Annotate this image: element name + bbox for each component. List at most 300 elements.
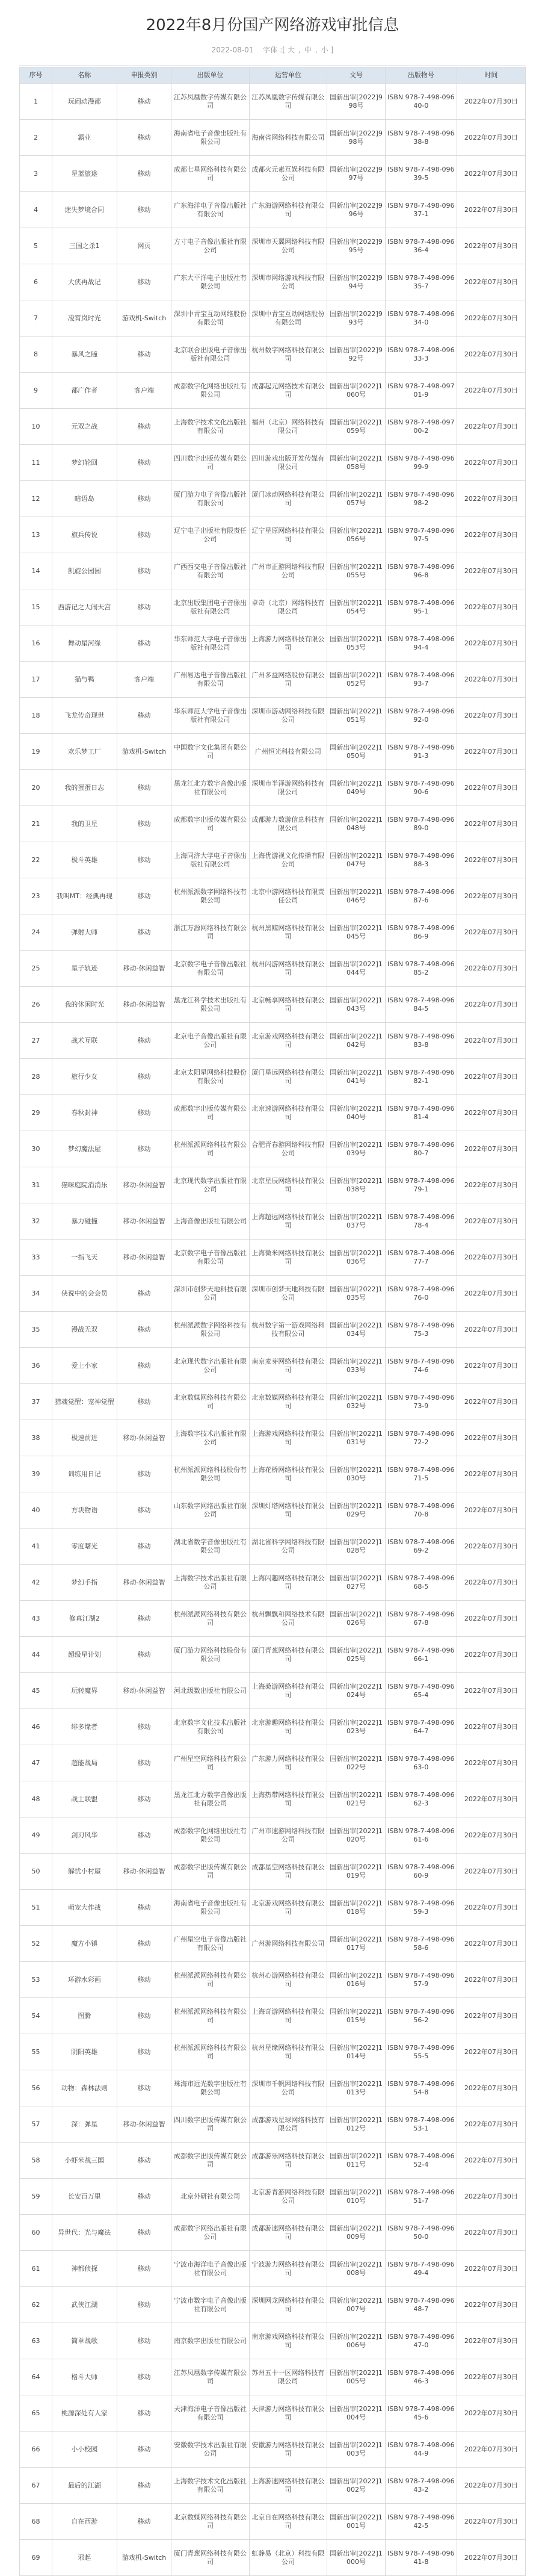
cell-doc-number: 国新出审[2022]1001号: [327, 2504, 386, 2540]
cell-name: 梦幻手指: [52, 1565, 117, 1601]
cell-name: 霸业: [52, 120, 117, 156]
cell-doc-number: 国新出审[2022]1032号: [327, 1384, 386, 1420]
cell-name: 西游记之大闹天宫: [52, 589, 117, 625]
cell-category: 移动: [117, 589, 171, 625]
cell-operator: 杭州星缘网络科技有限公司: [249, 2034, 327, 2070]
table-row: [20, 1492, 526, 1529]
cell-doc-number: 国新出审[2022]1010号: [327, 2179, 386, 2215]
cell-category: 移动: [117, 264, 171, 300]
table-row: [20, 1312, 526, 1348]
cell-operator: 深圳市网络游戏科技有限公司: [249, 264, 327, 300]
cell-doc-number: 国新出审[2022]1005号: [327, 2359, 386, 2395]
table-row: [20, 156, 526, 192]
cell-doc-number: 国新出审[2022]1046号: [327, 878, 386, 914]
cell-date: 2022年07月30日: [457, 734, 525, 770]
table-row: [20, 2143, 526, 2179]
cell-category: 移动: [117, 2215, 171, 2251]
cell-category: 移动-休闲益智: [117, 1854, 171, 1890]
cell-isbn: ISBN 978-7-498-09639-5: [386, 156, 457, 192]
cell-index: 1: [20, 84, 52, 120]
cell-index: 26: [20, 987, 52, 1023]
cell-name: 邪起: [52, 2540, 117, 2576]
cell-operator: 北京游青游网络科技有限公司: [249, 2179, 327, 2215]
cell-publisher: 珠海市远光数字出版社有限公司: [171, 2070, 249, 2106]
table-row: [20, 517, 526, 553]
cell-category: 移动-休闲益智: [117, 2106, 171, 2143]
cell-publisher: 广州星空电子音像出版社有限公司: [171, 1926, 249, 1962]
font-size-small-link[interactable]: 小: [321, 46, 328, 54]
cell-index: 48: [20, 1781, 52, 1817]
cell-name: 小小校园: [52, 2432, 117, 2468]
cell-isbn: ISBN 978-7-498-09676-0: [386, 1276, 457, 1312]
cell-doc-number: 国新出审[2022]1029号: [327, 1492, 386, 1529]
cell-isbn: ISBN 978-7-498-09668-5: [386, 1565, 457, 1601]
table-row: [20, 1962, 526, 1998]
cell-doc-number: 国新出审[2022]995号: [327, 228, 386, 264]
cell-operator: 杭州心游网络科技有限公司: [249, 1962, 327, 1998]
cell-publisher: 宁波市数字电子音像出版社有限公司: [171, 2287, 249, 2323]
cell-name: 舞动星河缘: [52, 625, 117, 662]
table-row: [20, 2504, 526, 2540]
cell-operator: 上海桑游网络科技有限公司: [249, 1673, 327, 1709]
cell-category: 客户端: [117, 662, 171, 698]
cell-publisher: 浙江万源网络科技有限公司: [171, 914, 249, 951]
cell-doc-number: 国新出审[2022]1021号: [327, 1781, 386, 1817]
cell-name: 极斗英雄: [52, 842, 117, 878]
cell-publisher: 厦门游力网络科技股份有限公司: [171, 1637, 249, 1673]
cell-isbn: ISBN 978-7-498-09649-4: [386, 2251, 457, 2287]
cell-publisher: 北京现代数字出版社有限公司: [171, 1348, 249, 1384]
cell-publisher: 成都数字化网络出版社有限公司: [171, 373, 249, 409]
cell-isbn: ISBN 978-7-498-09686-9: [386, 914, 457, 951]
cell-doc-number: 国新出审[2022]1047号: [327, 842, 386, 878]
cell-doc-number: 国新出审[2022]1034号: [327, 1312, 386, 1348]
cell-date: 2022年07月30日: [457, 517, 525, 553]
table-row: [20, 987, 526, 1023]
cell-isbn: ISBN 978-7-498-09661-6: [386, 1817, 457, 1854]
cell-operator: 四川游戏出版开发传媒有限公司: [249, 445, 327, 481]
cell-doc-number: 国新出审[2022]1038号: [327, 1167, 386, 1203]
cell-publisher: 杭州派派数字网络科技有限公司: [171, 878, 249, 914]
table-row: [20, 2323, 526, 2359]
cell-isbn: ISBN 978-7-498-09655-5: [386, 2034, 457, 2070]
cell-category: 移动-休闲益智: [117, 1240, 171, 1276]
table-row: [20, 1998, 526, 2034]
cell-index: 30: [20, 1131, 52, 1167]
cell-doc-number: 国新出审[2022]1033号: [327, 1348, 386, 1384]
cell-date: 2022年07月30日: [457, 264, 525, 300]
cell-isbn: ISBN 978-7-498-09692-0: [386, 698, 457, 734]
cell-doc-number: 国新出审[2022]1042号: [327, 1023, 386, 1059]
cell-name: 深：弹星: [52, 2106, 117, 2143]
table-row: [20, 1817, 526, 1854]
divider: [19, 65, 526, 66]
cell-index: 66: [20, 2432, 52, 2468]
cell-publisher: 厦门游力电子音像出版社有限公司: [171, 481, 249, 517]
cell-publisher: 杭州派派网络科技有限公司: [171, 2034, 249, 2070]
cell-publisher: 黑龙江科学技术出版社有限公司: [171, 987, 249, 1023]
cell-operator: 卓奇（北京）网络科技有限公司: [249, 589, 327, 625]
cell-name: 战术互联: [52, 1023, 117, 1059]
cell-index: 7: [20, 300, 52, 337]
cell-operator: 上海微米网络科技有限公司: [249, 1240, 327, 1276]
font-size-medium-link[interactable]: 中: [304, 46, 312, 54]
cell-date: 2022年07月30日: [457, 698, 525, 734]
cell-category: 移动: [117, 2034, 171, 2070]
cell-index: 50: [20, 1854, 52, 1890]
cell-publisher: 方寸电子音像出版社有限公司: [171, 228, 249, 264]
cell-publisher: 北京数媒网络科技有限公司: [171, 2504, 249, 2540]
cell-index: 44: [20, 1637, 52, 1673]
cell-operator: 辽宁星原网络科技有限公司: [249, 517, 327, 553]
cell-name: 梦幻魔法屋: [52, 1131, 117, 1167]
cell-name: 欢乐梦工厂: [52, 734, 117, 770]
table-row: [20, 2070, 526, 2106]
cell-isbn: ISBN 978-7-498-09698-2: [386, 481, 457, 517]
cell-date: 2022年07月30日: [457, 2034, 525, 2070]
cell-name: 元双之战: [52, 409, 117, 445]
cell-date: 2022年07月30日: [457, 806, 525, 842]
cell-date: 2022年07月30日: [457, 1637, 525, 1673]
cell-name: 三国之杀1: [52, 228, 117, 264]
cell-doc-number: 国新出审[2022]1051号: [327, 698, 386, 734]
table-row: [20, 770, 526, 806]
cell-name: 最后的江湖: [52, 2468, 117, 2504]
cell-date: 2022年07月30日: [457, 770, 525, 806]
cell-publisher: 上海数字技术出版社有限公司: [171, 1565, 249, 1601]
cell-date: 2022年07月30日: [457, 2504, 525, 2540]
cell-doc-number: 国新出审[2022]1024号: [327, 1673, 386, 1709]
cell-index: 2: [20, 120, 52, 156]
table-row: [20, 2432, 526, 2468]
cell-date: 2022年07月30日: [457, 987, 525, 1023]
cell-index: 65: [20, 2395, 52, 2432]
cell-publisher: 厦门青葱网络科技有限公司: [171, 2540, 249, 2576]
table-row: [20, 553, 526, 589]
cell-isbn: ISBN 978-7-498-09636-4: [386, 228, 457, 264]
cell-publisher: 杭州派派数字网络科技有限公司: [171, 1312, 249, 1348]
cell-isbn: ISBN 978-7-498-09647-0: [386, 2323, 457, 2359]
cell-operator: 江苏凤凰数字传媒有限公司: [249, 84, 327, 120]
cell-date: 2022年07月30日: [457, 1890, 525, 1926]
cell-category: 移动: [117, 445, 171, 481]
cell-index: 67: [20, 2468, 52, 2504]
cell-isbn: ISBN 978-7-498-09644-9: [386, 2432, 457, 2468]
cell-index: 18: [20, 698, 52, 734]
cell-doc-number: 国新出审[2022]1025号: [327, 1637, 386, 1673]
cell-name: 武侠江湖: [52, 2287, 117, 2323]
cell-category: 移动: [117, 770, 171, 806]
cell-name: 梦幻轮回: [52, 445, 117, 481]
cell-name: 自在西游: [52, 2504, 117, 2540]
cell-category: 移动: [117, 842, 171, 878]
cell-date: 2022年07月30日: [457, 2179, 525, 2215]
table-row: [20, 1781, 526, 1817]
cell-date: 2022年07月30日: [457, 2106, 525, 2143]
cell-isbn: ISBN 978-7-498-09657-9: [386, 1962, 457, 1998]
cell-doc-number: 国新出审[2022]1060号: [327, 373, 386, 409]
cell-category: 移动: [117, 2143, 171, 2179]
cell-isbn: ISBN 978-7-498-09654-8: [386, 2070, 457, 2106]
cell-doc-number: 国新出审[2022]1058号: [327, 445, 386, 481]
cell-date: 2022年07月30日: [457, 1962, 525, 1998]
table-row: [20, 1384, 526, 1420]
table-row: [20, 1456, 526, 1492]
cell-isbn: ISBN 978-7-498-09665-4: [386, 1673, 457, 1709]
cell-operator: 上海闪趣网络科技有限公司: [249, 1565, 327, 1601]
cell-category: 移动: [117, 409, 171, 445]
cell-operator: 成都游戏星球网络科技有限公司: [249, 2106, 327, 2143]
cell-operator: 广东游力网络科技有限公司: [249, 1745, 327, 1781]
cell-doc-number: 国新出审[2022]1049号: [327, 770, 386, 806]
cell-index: 58: [20, 2143, 52, 2179]
cell-publisher: 广州星空网络科技有限公司: [171, 1745, 249, 1781]
cell-index: 59: [20, 2179, 52, 2215]
table-row: [20, 409, 526, 445]
cell-date: 2022年07月30日: [457, 878, 525, 914]
cell-isbn: ISBN 978-7-498-09695-1: [386, 589, 457, 625]
cell-isbn: ISBN 978-7-498-09663-0: [386, 1745, 457, 1781]
table-row: [20, 1745, 526, 1781]
cell-publisher: 广州易达电子音像出版社有限公司: [171, 662, 249, 698]
cell-operator: 苏州五十一区网络科技有限公司: [249, 2359, 327, 2395]
cell-category: 移动-休闲益智: [117, 1203, 171, 1240]
cell-index: 11: [20, 445, 52, 481]
cell-category: 游戏机-Switch: [117, 734, 171, 770]
cell-publisher: 北京联合出版电子音像出版社有限公司: [171, 337, 249, 373]
cell-doc-number: 国新出审[2022]1057号: [327, 481, 386, 517]
font-size-large-link[interactable]: 大: [287, 46, 295, 54]
table-row: [20, 842, 526, 878]
cell-index: 12: [20, 481, 52, 517]
cell-publisher: 海南省电子音像出版社有限公司: [171, 120, 249, 156]
cell-doc-number: 国新出审[2022]1023号: [327, 1709, 386, 1745]
cell-isbn: ISBN 978-7-498-09662-3: [386, 1781, 457, 1817]
cell-name: 暴力碰撞: [52, 1203, 117, 1240]
cell-doc-number: 国新出审[2022]1050号: [327, 734, 386, 770]
cell-publisher: 北京出版集团电子音像出版社有限公司: [171, 589, 249, 625]
cell-name: 萌宠大作战: [52, 1890, 117, 1926]
table-row: [20, 337, 526, 373]
table-row: [20, 878, 526, 914]
cell-date: 2022年07月30日: [457, 2359, 525, 2395]
article: [19, 0, 526, 2576]
cell-date: 2022年07月30日: [457, 1167, 525, 1203]
cell-category: 移动: [117, 914, 171, 951]
cell-category: 移动: [117, 1059, 171, 1095]
cell-doc-number: 国新出审[2022]1026号: [327, 1601, 386, 1637]
cell-publisher: 四川数字出版传媒有限公司: [171, 2106, 249, 2143]
header-publisher: 出版单位: [171, 67, 249, 84]
cell-doc-number: 国新出审[2022]994号: [327, 264, 386, 300]
cell-name: 弹射大师: [52, 914, 117, 951]
cell-isbn: ISBN 978-7-498-09701-9: [386, 373, 457, 409]
cell-name: 我的卫星: [52, 806, 117, 842]
cell-publisher: 杭州派派网络科技有限公司: [171, 1998, 249, 2034]
cell-index: 69: [20, 2540, 52, 2576]
table-row: [20, 2215, 526, 2251]
cell-isbn: ISBN 978-7-498-09642-5: [386, 2504, 457, 2540]
cell-index: 68: [20, 2504, 52, 2540]
cell-index: 28: [20, 1059, 52, 1095]
cell-publisher: 北京数字电子音像出版社有限公司: [171, 1240, 249, 1276]
cell-index: 47: [20, 1745, 52, 1781]
cell-index: 55: [20, 2034, 52, 2070]
cell-publisher: 上海数字技术出版社有限公司: [171, 1420, 249, 1456]
cell-category: 移动-休闲益智: [117, 987, 171, 1023]
cell-index: 53: [20, 1962, 52, 1998]
cell-category: 移动: [117, 1456, 171, 1492]
cell-doc-number: 国新出审[2022]1006号: [327, 2323, 386, 2359]
cell-name: 极速前进: [52, 1420, 117, 1456]
cell-index: 13: [20, 517, 52, 553]
cell-operator: 杭州闪游网络科技有限公司: [249, 951, 327, 987]
cell-publisher: 宁波市海洋电子音像出版社有限公司: [171, 2251, 249, 2287]
table-row: [20, 120, 526, 156]
cell-category: 移动: [117, 84, 171, 120]
cell-operator: 深圳市游动网络科技有限公司: [249, 698, 327, 734]
cell-date: 2022年07月30日: [457, 1854, 525, 1890]
cell-category: 移动: [117, 1492, 171, 1529]
cell-index: 52: [20, 1926, 52, 1962]
cell-doc-number: 国新出审[2022]1012号: [327, 2106, 386, 2143]
cell-date: 2022年07月30日: [457, 337, 525, 373]
cell-doc-number: 国新出审[2022]1053号: [327, 625, 386, 662]
cell-operator: 上海热带网络科技有限公司: [249, 1781, 327, 1817]
cell-operator: 北京数媒网络科技有限公司: [249, 1384, 327, 1420]
table-row: [20, 1203, 526, 1240]
cell-isbn: ISBN 978-7-498-09689-0: [386, 806, 457, 842]
cell-category: 移动: [117, 1745, 171, 1781]
cell-date: 2022年07月30日: [457, 1276, 525, 1312]
cell-date: 2022年07月30日: [457, 300, 525, 337]
cell-doc-number: 国新出审[2022]1009号: [327, 2215, 386, 2251]
cell-operator: 北京游戏网络科技有限公司: [249, 1023, 327, 1059]
cell-operator: 广州市速游网络科技有限公司: [249, 1817, 327, 1854]
table-row: [20, 2395, 526, 2432]
cell-date: 2022年07月30日: [457, 445, 525, 481]
cell-date: 2022年07月30日: [457, 625, 525, 662]
table-body: [20, 84, 526, 2576]
cell-isbn: ISBN 978-7-498-09640-0: [386, 84, 457, 120]
cell-isbn: ISBN 978-7-498-09637-1: [386, 192, 457, 228]
cell-name: 零度曙光: [52, 1529, 117, 1565]
cell-operator: 成都火元素互娱科技有限公司: [249, 156, 327, 192]
cell-category: 移动: [117, 806, 171, 842]
table-row: [20, 192, 526, 228]
cell-publisher: 湖北省数字音像出版社有限公司: [171, 1529, 249, 1565]
cell-isbn: ISBN 978-7-498-09643-2: [386, 2468, 457, 2504]
cell-name: 修真江湖2: [52, 1601, 117, 1637]
cell-date: 2022年07月30日: [457, 2287, 525, 2323]
cell-isbn: ISBN 978-7-498-09680-7: [386, 1131, 457, 1167]
cell-index: 61: [20, 2251, 52, 2287]
table-row: [20, 300, 526, 337]
cell-publisher: 海南省电子音像出版社有限公司: [171, 1890, 249, 1926]
cell-doc-number: 国新出审[2022]1003号: [327, 2432, 386, 2468]
cell-index: 49: [20, 1817, 52, 1854]
cell-operator: 深圳市千帆网络科技有限公司: [249, 2070, 327, 2106]
cell-publisher: 黑龙江北方数字音像出版社有限公司: [171, 1781, 249, 1817]
cell-name: 一指飞天: [52, 1240, 117, 1276]
cell-operator: 上海优游视文化传播有限公司: [249, 842, 327, 878]
cell-isbn: ISBN 978-7-498-09650-0: [386, 2215, 457, 2251]
publish-date: 2022-08-01: [211, 46, 254, 54]
cell-operator: 深圳中青宝互动网络股份有限公司: [249, 300, 327, 337]
cell-name: 侠说中的会会员: [52, 1276, 117, 1312]
cell-date: 2022年07月30日: [457, 1420, 525, 1456]
cell-doc-number: 国新出审[2022]1059号: [327, 409, 386, 445]
cell-publisher: 深圳市创梦天地科技有限公司: [171, 1276, 249, 1312]
cell-name: 图腾: [52, 1998, 117, 2034]
cell-doc-number: 国新出审[2022]1011号: [327, 2143, 386, 2179]
cell-operator: 广州市正游网络科技有限公司: [249, 553, 327, 589]
cell-isbn: ISBN 978-7-498-09666-1: [386, 1637, 457, 1673]
cell-publisher: 杭州派派网络科技有限公司: [171, 1131, 249, 1167]
cell-operator: 北京星辰网络科技有限公司: [249, 1167, 327, 1203]
cell-isbn: ISBN 978-7-498-09648-7: [386, 2287, 457, 2323]
cell-operator: 上海游力网络科技有限公司: [249, 625, 327, 662]
cell-doc-number: 国新出审[2022]1031号: [327, 1420, 386, 1456]
cell-isbn: ISBN 978-7-498-09658-6: [386, 1926, 457, 1962]
cell-publisher: 成都数字出版传媒有限公司: [171, 1095, 249, 1131]
cell-publisher: 成都数字出版传媒有限公司: [171, 1854, 249, 1890]
cell-isbn: ISBN 978-7-498-09675-3: [386, 1312, 457, 1348]
cell-isbn: ISBN 978-7-498-09659-3: [386, 1890, 457, 1926]
cell-category: 移动: [117, 192, 171, 228]
page-title: 2022年8月份国产网络游戏审批信息: [146, 16, 399, 34]
cell-operator: 广东海游网络科技有限公司: [249, 192, 327, 228]
cell-doc-number: 国新出审[2022]1015号: [327, 1998, 386, 2034]
cell-operator: 杭州黑鲸网络科技有限公司: [249, 914, 327, 951]
cell-doc-number: 国新出审[2022]1008号: [327, 2251, 386, 2287]
cell-date: 2022年07月30日: [457, 1023, 525, 1059]
cell-category: 移动: [117, 337, 171, 373]
cell-category: 移动: [117, 878, 171, 914]
cell-category: 客户端: [117, 373, 171, 409]
cell-index: 17: [20, 662, 52, 698]
cell-publisher: 南京数字出版社有限公司: [171, 2323, 249, 2359]
cell-date: 2022年07月30日: [457, 409, 525, 445]
cell-operator: 广州游网络科技有限公司: [249, 1926, 327, 1962]
cell-isbn: ISBN 978-7-498-09635-7: [386, 264, 457, 300]
cell-date: 2022年07月30日: [457, 120, 525, 156]
table-row: [20, 1348, 526, 1384]
cell-doc-number: 国新出审[2022]1043号: [327, 987, 386, 1023]
cell-category: 移动: [117, 2070, 171, 2106]
cell-isbn: ISBN 978-7-498-09673-9: [386, 1384, 457, 1420]
cell-date: 2022年07月30日: [457, 1926, 525, 1962]
cell-isbn: ISBN 978-7-498-09687-6: [386, 878, 457, 914]
cell-operator: 成都起元网络技术有限公司: [249, 373, 327, 409]
cell-operator: 广州多益网络股份有限公司: [249, 662, 327, 698]
cell-publisher: 成都数字网络出版社有限公司: [171, 2215, 249, 2251]
cell-category: 移动: [117, 1637, 171, 1673]
cell-category: 移动: [117, 2323, 171, 2359]
cell-doc-number: 国新出审[2022]1030号: [327, 1456, 386, 1492]
cell-name: 解忧小村屋: [52, 1854, 117, 1890]
cell-isbn: ISBN 978-7-498-09681-4: [386, 1095, 457, 1131]
table-row: [20, 445, 526, 481]
cell-doc-number: 国新出审[2022]1028号: [327, 1529, 386, 1565]
cell-date: 2022年07月30日: [457, 1384, 525, 1420]
cell-publisher: 成都七星网络科技有限公司: [171, 156, 249, 192]
cell-name: 旅行少女: [52, 1059, 117, 1095]
cell-isbn: ISBN 978-7-498-09652-4: [386, 2143, 457, 2179]
cell-category: 移动: [117, 1384, 171, 1420]
cell-operator: 北京畅享网络科技有限公司: [249, 987, 327, 1023]
header-index: 序号: [20, 67, 52, 84]
